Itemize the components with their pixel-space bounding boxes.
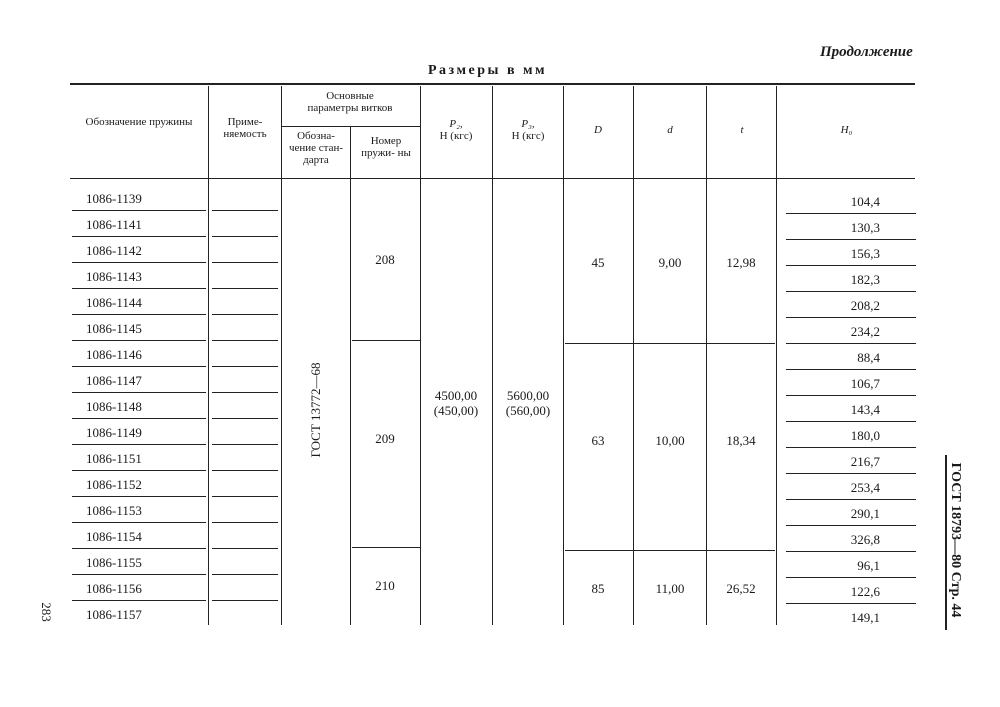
row-code: 1086-1156 (86, 581, 142, 596)
row-code: 1086-1151 (86, 451, 142, 466)
p3-unit: Н (кгс) (511, 130, 545, 142)
col-line (492, 86, 493, 625)
row-rule (72, 262, 206, 263)
row-rule (212, 366, 278, 367)
row-rule (786, 447, 916, 448)
row-h0: 88,4 (857, 350, 880, 365)
row-rule (72, 288, 206, 289)
row-code: 1086-1148 (86, 399, 142, 414)
row-rule (212, 548, 278, 549)
row-h0: 149,1 (850, 610, 880, 625)
row-rule (212, 470, 278, 471)
row-h0: 130,3 (850, 220, 880, 235)
header-t: t (740, 124, 744, 136)
p2-symbol: P₂, (449, 118, 463, 130)
row-rule (72, 418, 206, 419)
row-rule (786, 499, 916, 500)
row-rule (212, 496, 278, 497)
row-rule (72, 470, 206, 471)
p3-symbol: P₃, (521, 118, 535, 130)
p2-unit: Н (кгс) (439, 130, 473, 142)
header-p3 (494, 118, 562, 142)
row-rule (212, 210, 278, 211)
D-209: 63 (591, 433, 605, 448)
row-rule (212, 236, 278, 237)
row-rule (212, 392, 278, 393)
row-rule (72, 314, 206, 315)
row-h0: 96,1 (857, 558, 880, 573)
row-rule (212, 418, 278, 419)
standard-designation: ГОСТ 13772—68 (308, 362, 323, 458)
row-h0: 122,6 (850, 584, 880, 599)
header-designation: Обозначение пружины (85, 116, 193, 128)
header-std-designation: Обозна- чение стан- дарта (288, 130, 344, 166)
row-rule (212, 340, 278, 341)
d-210: 11,00 (655, 581, 685, 596)
header-applicability: Приме- няемость (223, 116, 267, 140)
row-h0: 156,3 (850, 246, 880, 261)
row-rule (786, 577, 916, 578)
row-rule (786, 369, 916, 370)
row-rule (72, 444, 206, 445)
d-209: 10,00 (655, 433, 685, 448)
header-D: D (594, 124, 602, 136)
row-h0: 326,8 (850, 532, 880, 547)
group-separator (565, 550, 775, 551)
row-rule (72, 496, 206, 497)
row-rule (72, 600, 206, 601)
row-rule (786, 291, 916, 292)
row-h0: 253,4 (850, 480, 880, 495)
header-spring-number: Номер пружи- ны (361, 135, 411, 159)
spring-number-210: 210 (375, 578, 395, 593)
row-rule (212, 314, 278, 315)
row-code: 1086-1141 (86, 217, 142, 232)
row-rule (786, 395, 916, 396)
group-separator (565, 343, 775, 344)
col-line (776, 86, 777, 625)
row-rule (72, 548, 206, 549)
row-code: 1086-1149 (86, 425, 142, 440)
header-d: d (667, 124, 673, 136)
col-line (706, 86, 707, 625)
col-line (281, 86, 282, 625)
row-h0: 106,7 (850, 376, 880, 391)
d-208: 9,00 (658, 255, 682, 270)
page-number: 283 (39, 602, 54, 622)
row-code: 1086-1139 (86, 191, 142, 206)
row-rule (212, 288, 278, 289)
row-rule (786, 551, 916, 552)
row-code: 1086-1145 (86, 321, 142, 336)
row-h0: 234,2 (850, 324, 880, 339)
row-h0: 180,0 (850, 428, 880, 443)
col-line (208, 86, 209, 625)
row-code: 1086-1142 (86, 243, 142, 258)
p3-value: 5600,00 (560,00) (505, 388, 551, 418)
subheader-rule (282, 126, 420, 127)
header-H0: H₀ (840, 124, 853, 136)
row-rule (72, 522, 206, 523)
row-h0: 104,4 (850, 194, 880, 209)
spring-number-209: 209 (375, 431, 395, 446)
row-rule (786, 603, 916, 604)
row-rule (786, 421, 916, 422)
row-code: 1086-1157 (86, 607, 142, 622)
row-rule (72, 210, 206, 211)
row-rule (786, 213, 916, 214)
row-rule (72, 340, 206, 341)
table-top-rule (70, 83, 915, 85)
row-h0: 216,7 (850, 454, 880, 469)
row-rule (72, 574, 206, 575)
row-code: 1086-1152 (86, 477, 142, 492)
t-208: 12,98 (726, 255, 756, 270)
row-h0: 208,2 (850, 298, 880, 313)
row-rule (786, 239, 916, 240)
row-code: 1086-1143 (86, 269, 142, 284)
col-line (420, 86, 421, 625)
row-h0: 290,1 (850, 506, 880, 521)
row-rule (212, 600, 278, 601)
row-rule (212, 444, 278, 445)
row-rule (72, 366, 206, 367)
row-rule (212, 522, 278, 523)
D-210: 85 (591, 581, 605, 596)
row-code: 1086-1155 (86, 555, 142, 570)
row-code: 1086-1154 (86, 529, 142, 544)
header-p2 (422, 118, 490, 142)
row-rule (786, 473, 916, 474)
row-h0: 182,3 (850, 272, 880, 287)
row-rule (786, 525, 916, 526)
row-rule (72, 392, 206, 393)
side-gost-label: ГОСТ 18793—80 Стр. 44 (948, 462, 963, 618)
row-rule (786, 343, 916, 344)
dimensions-note: Размеры в мм (428, 63, 548, 78)
row-rule (72, 236, 206, 237)
row-rule (786, 265, 916, 266)
row-code: 1086-1146 (86, 347, 142, 362)
row-rule (212, 262, 278, 263)
row-code: 1086-1153 (86, 503, 142, 518)
spring-number-208: 208 (375, 252, 395, 267)
t-210: 26,52 (726, 581, 756, 596)
row-code: 1086-1147 (86, 373, 142, 388)
col-line (350, 126, 351, 625)
t-209: 18,34 (726, 433, 756, 448)
group-separator (352, 340, 420, 341)
row-h0: 143,4 (850, 402, 880, 417)
row-rule (212, 574, 278, 575)
group-separator (352, 547, 420, 548)
row-code: 1086-1144 (86, 295, 142, 310)
row-rule (786, 317, 916, 318)
D-208: 45 (591, 255, 605, 270)
col-line (563, 86, 564, 625)
col-line (633, 86, 634, 625)
side-rule (945, 455, 947, 630)
p2-value: 4500,00 (450,00) (433, 388, 479, 418)
continued-label: Продолжение (820, 44, 913, 60)
header-basic-params: Основные параметры витков (307, 90, 393, 114)
